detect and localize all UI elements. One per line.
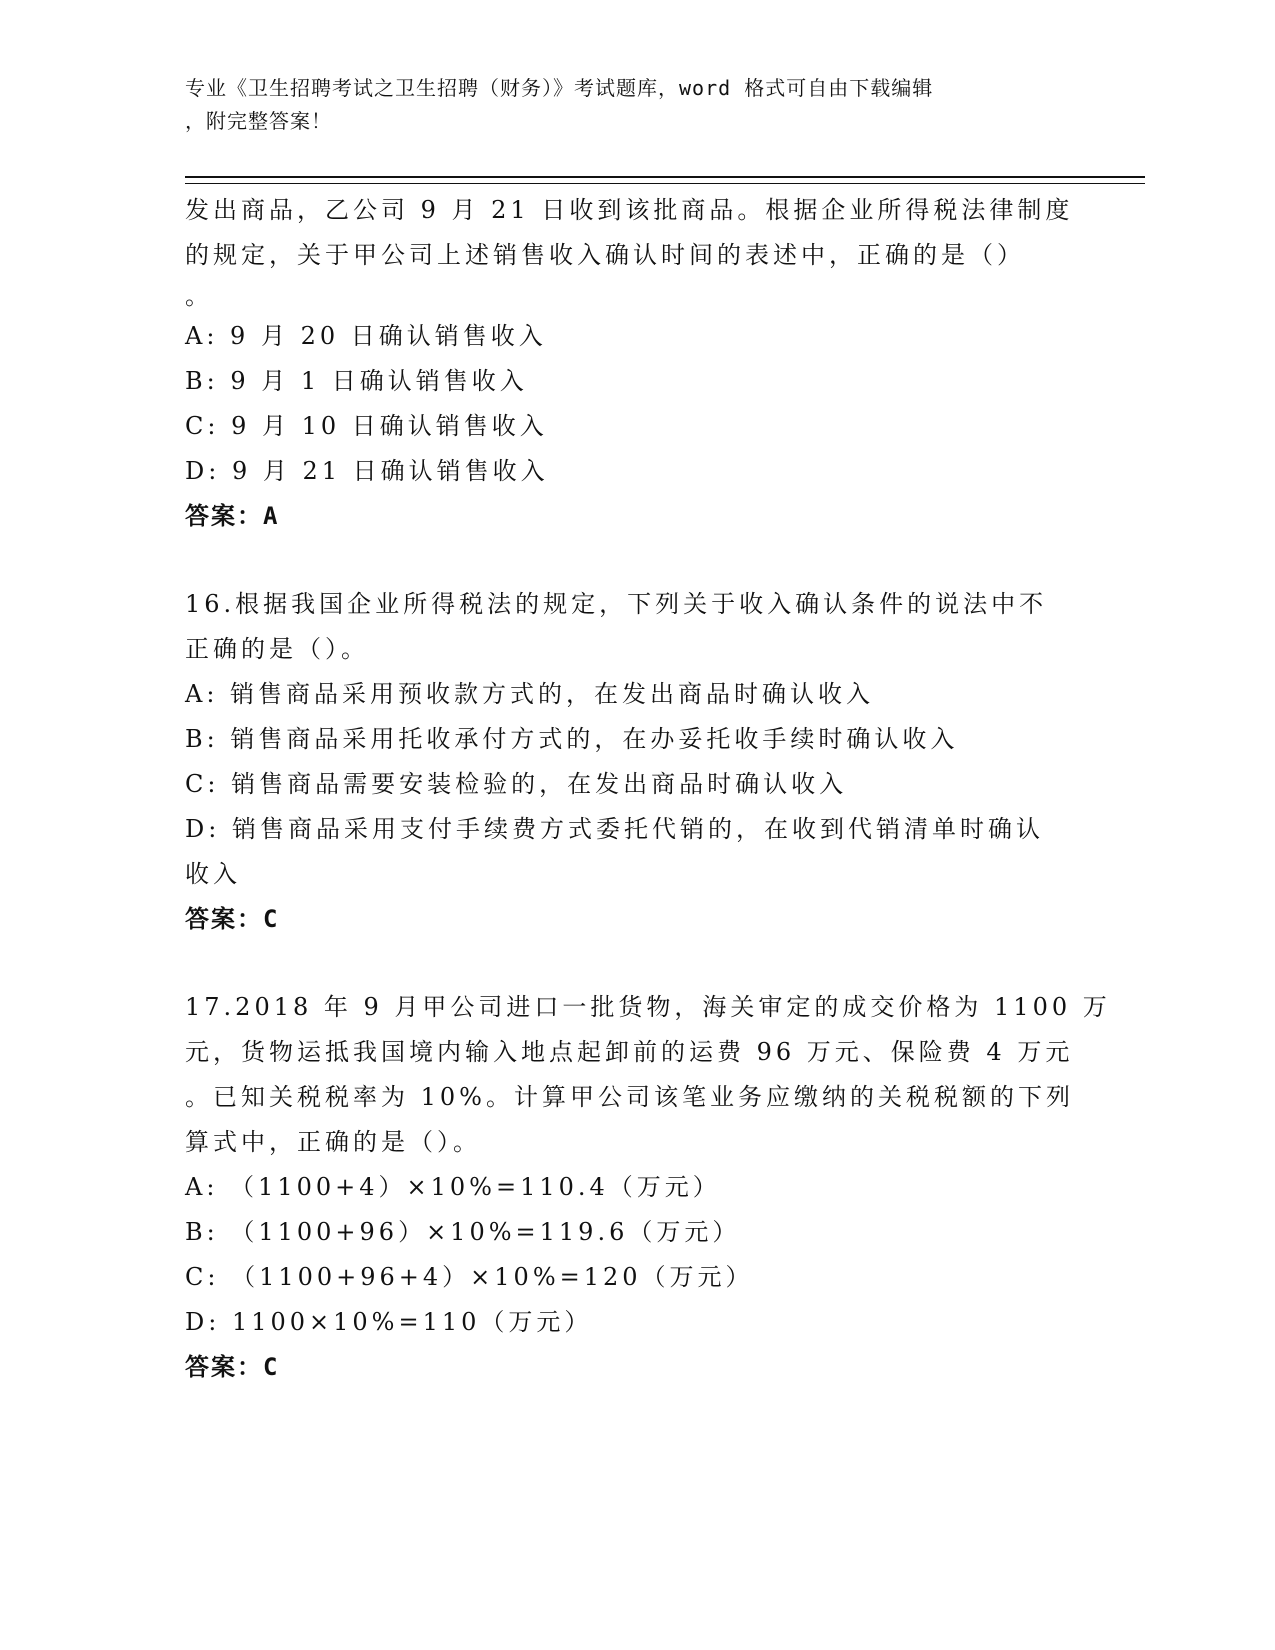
question-stem-line: 16.根据我国企业所得税法的规定，下列关于收入确认条件的说法中不 — [185, 590, 1048, 618]
question-stem-line: 的规定，关于甲公司上述销售收入确认时间的表述中，正确的是（） — [185, 241, 1025, 269]
header-line-1: 专业《卫生招聘考试之卫生招聘（财务）》考试题库，word 格式可自由下载编辑 — [185, 76, 934, 100]
page-header — [185, 72, 1065, 138]
option-b: B: 销售商品采用托收承付方式的，在办妥托收手续时确认收入 — [185, 725, 959, 753]
answer-label: 答案：C — [185, 1353, 280, 1381]
header-line-2: ，附完整答案！ — [185, 109, 332, 133]
question-stem-line: 算式中，正确的是（）。 — [185, 1128, 481, 1156]
option-c: C: （1100+96+4）×10%=120（万元） — [185, 1263, 754, 1291]
spacer — [185, 942, 1085, 985]
option-d: D: 销售商品采用支付手续费方式委托代销的，在收到代销清单时确认 — [185, 815, 1044, 843]
option-b: B: 9 月 1 日确认销售收入 — [185, 367, 528, 395]
question-15 — [185, 188, 1085, 539]
answer-label: 答案：A — [185, 502, 280, 530]
question-stem-line: 元，货物运抵我国境内输入地点起卸前的运费 96 万元、保险费 4 万元 — [185, 1038, 1074, 1066]
question-stem-line: 发出商品，乙公司 9 月 21 日收到该批商品。根据企业所得税法律制度 — [185, 196, 1074, 224]
question-stem-line: 17.2018 年 9 月甲公司进口一批货物，海关审定的成交价格为 1100 万 — [185, 993, 1111, 1021]
option-d: D: 9 月 21 日确认销售收入 — [185, 457, 549, 485]
question-content — [185, 188, 1111, 1390]
header-rule-thick — [185, 176, 1145, 178]
option-d-continued: 收入 — [185, 860, 241, 888]
option-b: B: （1100+96）×10%=119.6（万元） — [185, 1218, 741, 1246]
option-a: A: （1100+4）×10%=110.4（万元） — [185, 1173, 721, 1201]
question-17 — [185, 985, 1111, 1390]
option-a: A: 销售商品采用预收款方式的，在发出商品时确认收入 — [185, 680, 875, 708]
header-rule-thin — [185, 183, 1145, 184]
question-stem-line: 。已知关税税率为 10%。计算甲公司该笔业务应缴纳的关税税额的下列 — [185, 1083, 1074, 1111]
answer-label: 答案：C — [185, 905, 280, 933]
option-c: C: 销售商品需要安装检验的，在发出商品时确认收入 — [185, 770, 848, 798]
question-16 — [185, 582, 1085, 942]
option-a: A: 9 月 20 日确认销售收入 — [185, 322, 547, 350]
spacer — [185, 539, 1085, 582]
question-stem-line: 正确的是（）。 — [185, 635, 369, 663]
option-c: C: 9 月 10 日确认销售收入 — [185, 412, 548, 440]
option-d: D: 1100×10%=110（万元） — [185, 1308, 593, 1336]
question-stem-line: 。 — [185, 282, 213, 310]
